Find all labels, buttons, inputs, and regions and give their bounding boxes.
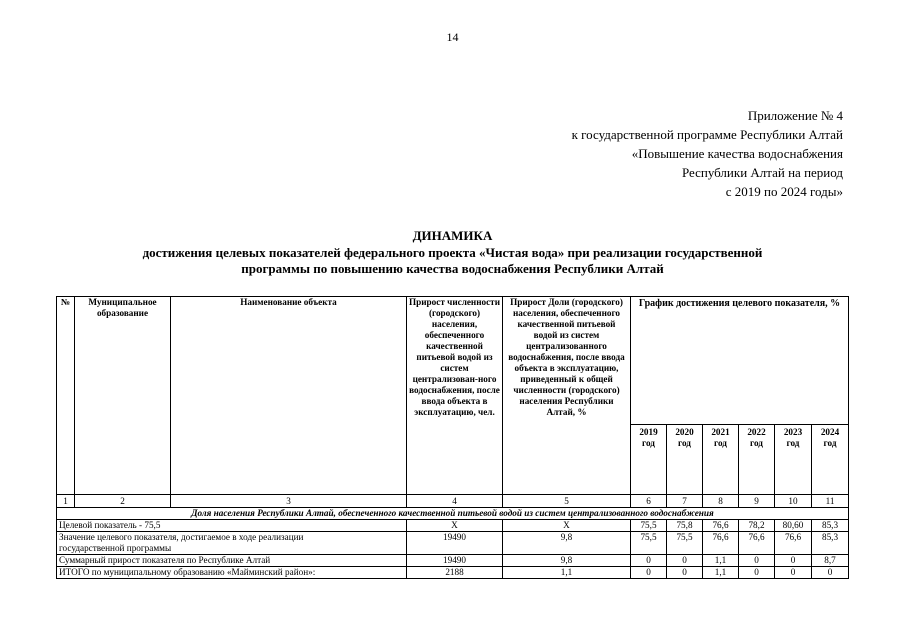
header-year: 2019 год — [631, 425, 667, 495]
row-value: 0 — [667, 567, 703, 579]
row-share: Х — [503, 520, 631, 532]
column-number-row — [57, 495, 849, 508]
column-number: 5 — [503, 495, 631, 508]
column-number: 3 — [171, 495, 407, 508]
header-year: 2020 год — [667, 425, 703, 495]
title-line: ДИНАМИКА — [412, 228, 493, 243]
column-number: 2 — [75, 495, 171, 508]
row-value: 0 — [631, 567, 667, 579]
row-population: Х — [407, 520, 503, 532]
header-year: 2022 год — [739, 425, 775, 495]
row-value: 76,6 — [775, 532, 812, 555]
indicators-table — [56, 296, 849, 579]
row-label: ИТОГО по муниципальному образованию «Майминский район»: — [57, 567, 407, 579]
appendix-line: Республики Алтай на период — [681, 165, 843, 180]
row-value: 78,2 — [739, 520, 775, 532]
appendix-line: к государственной программе Республики Алтай — [571, 127, 843, 142]
header-municipality: Муниципальное образование — [75, 297, 171, 495]
section-title: Доля населения Республики Алтай, обеспеченного качественной питьевой водой из систем централизованного водоснабжения — [57, 508, 849, 520]
row-share: 1,1 — [503, 567, 631, 579]
row-value: 0 — [775, 567, 812, 579]
row-population: 2188 — [407, 567, 503, 579]
appendix-caption — [572, 106, 843, 201]
column-number: 11 — [812, 495, 849, 508]
title-line: программы по повышению качества водоснабжения Республики Алтай — [241, 261, 664, 276]
title-line: достижения целевых показателей федерального проекта «Чистая вода» при реализации государственной — [142, 244, 763, 260]
row-share: 9,8 — [503, 532, 631, 555]
header-year: 2021 год — [703, 425, 739, 495]
row-population: 19490 — [407, 532, 503, 555]
header-schedule: График достижения целевого показателя, % — [631, 297, 849, 425]
row-value: 75,5 — [631, 520, 667, 532]
row-value: 75,8 — [667, 520, 703, 532]
row-value: 0 — [631, 555, 667, 567]
header-object: Наименование объекта — [171, 297, 407, 495]
header-population-growth: Прирост численности (городского) населения, обеспеченного качественной питьевой водой из систем централизован-ного водоснабжения, после ввода объекта в эксплуатацию, чел. — [407, 297, 503, 495]
row-value: 76,6 — [703, 520, 739, 532]
appendix-line: с 2019 по 2024 годы» — [725, 184, 843, 199]
column-number: 7 — [667, 495, 703, 508]
column-number: 4 — [407, 495, 503, 508]
row-value: 85,3 — [812, 520, 849, 532]
row-value: 75,5 — [667, 532, 703, 555]
row-value: 76,6 — [703, 532, 739, 555]
document-title — [0, 228, 905, 278]
column-number: 10 — [775, 495, 812, 508]
table-row — [57, 532, 849, 555]
row-share: 9,8 — [503, 555, 631, 567]
row-value: 80,60 — [775, 520, 812, 532]
row-value: 1,1 — [703, 555, 739, 567]
header-year: 2024 год — [812, 425, 849, 495]
row-value: 0 — [775, 555, 812, 567]
header-year: 2023 год — [775, 425, 812, 495]
row-label-text: Значение целевого показателя, достигаемое в ходе реализации государственной программы — [59, 532, 304, 553]
column-number: 1 — [57, 495, 75, 508]
row-label: Суммарный прирост показателя по Республике Алтай — [57, 555, 407, 567]
appendix-line: Приложение № 4 — [747, 108, 843, 123]
row-value: 0 — [739, 567, 775, 579]
column-number: 9 — [739, 495, 775, 508]
page-number: 14 — [446, 30, 459, 44]
row-value: 85,3 — [812, 532, 849, 555]
table-row — [57, 520, 849, 532]
row-value: 0 — [739, 555, 775, 567]
row-value: 0 — [812, 567, 849, 579]
table-row — [57, 567, 849, 579]
row-value: 75,5 — [631, 532, 667, 555]
row-value: 76,6 — [739, 532, 775, 555]
row-value: 0 — [667, 555, 703, 567]
table-row — [57, 555, 849, 567]
appendix-line: «Повышение качества водоснабжения — [631, 146, 843, 161]
section-header-row — [57, 508, 849, 520]
header-num: № — [57, 297, 75, 495]
column-number: 8 — [703, 495, 739, 508]
row-label: Целевой показатель - 75,5 — [57, 520, 407, 532]
row-value: 1,1 — [703, 567, 739, 579]
row-label — [57, 532, 407, 555]
row-value: 8,7 — [812, 555, 849, 567]
header-share-growth: Прирост Доли (городского) населения, обеспеченного качественной питьевой водой из систем централизованного водоснабжения, после ввода объекта в эксплуатацию, приведенный к общей численности (городского) населения Республики Алтай, % — [503, 297, 631, 495]
column-number: 6 — [631, 495, 667, 508]
row-population: 19490 — [407, 555, 503, 567]
